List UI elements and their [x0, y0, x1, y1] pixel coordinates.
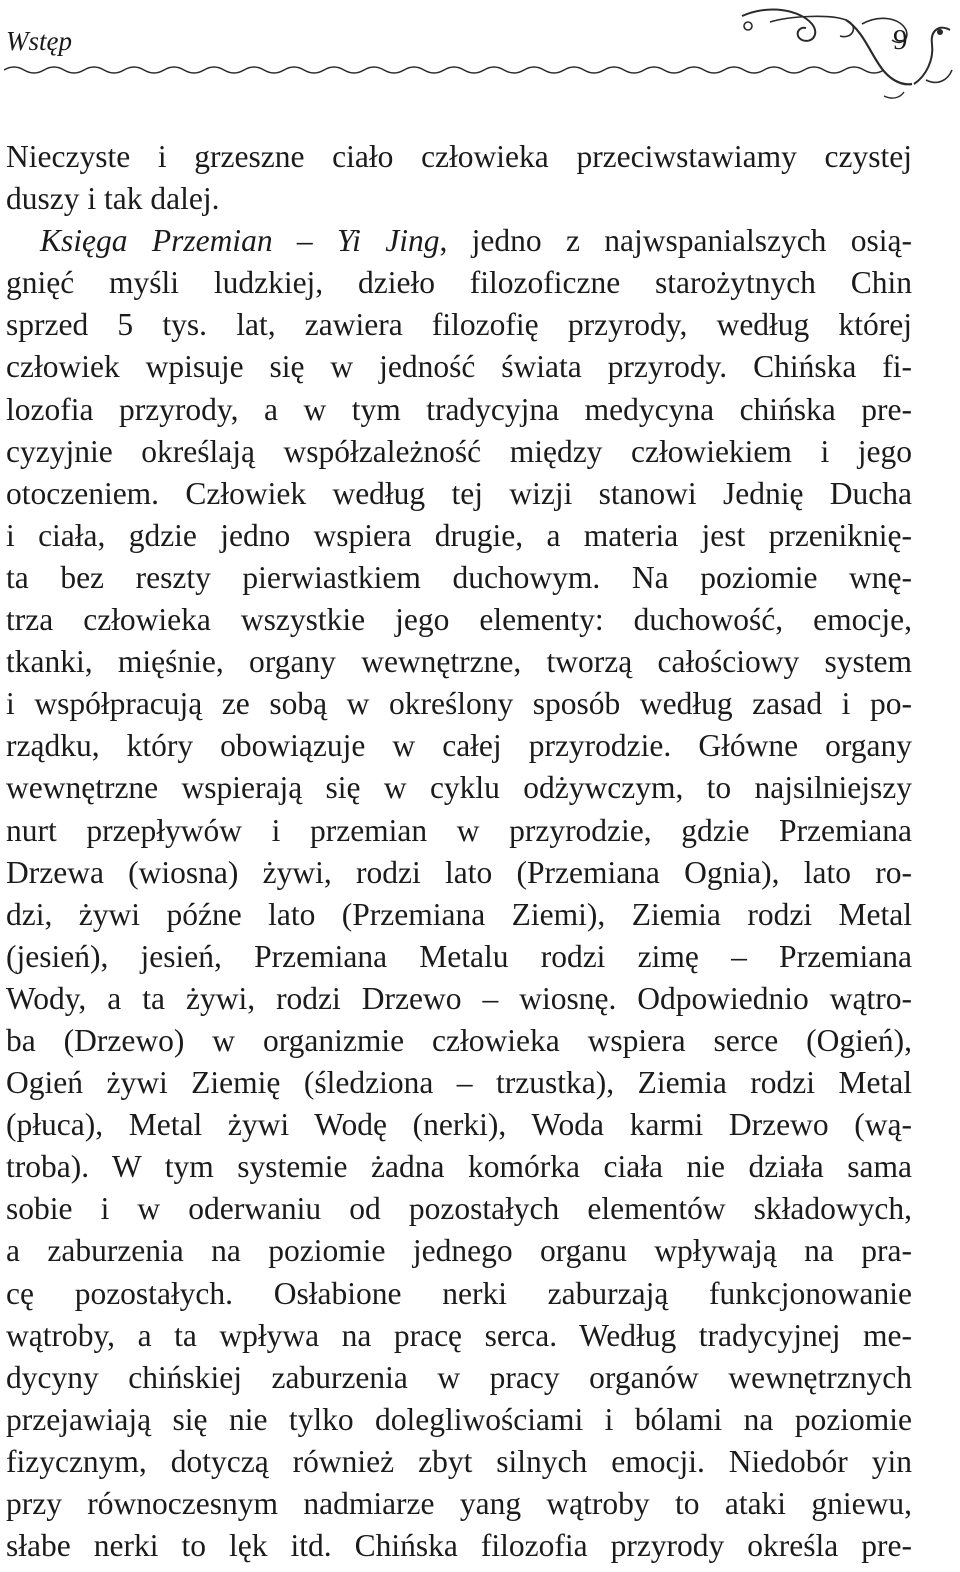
- text-line: sprzed 5 tys. lat, zawiera filozofię przyrody, według której: [6, 307, 912, 343]
- text-line: dycyny chińskiej zaburzenia w pracy organów wewnętrznych: [6, 1359, 912, 1395]
- text-line: słabe nerki to lęk itd. Chińska filozofia przyrody określa pre-: [6, 1528, 912, 1564]
- text-line: nurt przepływów i przemian w przyrodzie, gdzie Przemiana: [6, 812, 912, 848]
- text-line: rządku, który obowiązuje w całej przyrodzie. Główne organy: [6, 728, 912, 764]
- text-line: [6, 220, 912, 262]
- text-line: i współpracują ze sobą w określony sposób według zasad i po-: [6, 686, 912, 722]
- page-number: 9: [893, 24, 908, 56]
- text-line: tkanki, mięśnie, organy wewnętrzne, tworzą całościowy system: [6, 644, 912, 680]
- text-line: duszy i tak dalej.: [6, 181, 220, 217]
- text-line: lozofia przyrody, a w tym tradycyjna medycyna chińska pre-: [6, 391, 912, 427]
- text-line: i ciała, gdzie jedno wspiera drugie, a materia jest przeniknię-: [6, 517, 912, 553]
- decorative-header-ornament: [0, 0, 960, 110]
- text-line: otoczeniem. Człowiek według tej wizji stanowi Jednię Ducha: [6, 475, 912, 511]
- text-line: ba (Drzewo) w organizmie człowieka wspiera serce (Ogień),: [6, 1022, 912, 1058]
- text-line: wątroby, a ta wpływa na pracę serca. Według tradycyjnej me-: [6, 1317, 912, 1353]
- text-line: (jesień), jesień, Przemiana Metalu rodzi zimę – Przemiana: [6, 938, 912, 974]
- book-title: Księga Przemian – Yi Jing: [40, 223, 440, 259]
- text-line: Wody, a ta żywi, rodzi Drzewo – wiosnę. Odpowiednio wątro-: [6, 980, 912, 1016]
- text-line: Ogień żywi Ziemię (śledziona – trzustka), Ziemia rodzi Metal: [6, 1065, 912, 1101]
- text-line: sobie i w oderwaniu od pozostałych elementów składowych,: [6, 1191, 912, 1227]
- text-line: dzi, żywi późne lato (Przemiana Ziemi), Ziemia rodzi Metal: [6, 896, 912, 932]
- text-line: (płuca), Metal żywi Wodę (nerki), Woda karmi Drzewo (wą-: [6, 1107, 912, 1143]
- line-rest: , jedno z najwspanialszych osią-: [439, 223, 912, 259]
- text-line: gnięć myśli ludzkiej, dzieło filozoficzne starożytnych Chin: [6, 265, 912, 301]
- body-paragraphs: [6, 136, 912, 1567]
- running-title: Wstęp: [6, 26, 72, 56]
- text-line: fizycznym, dotyczą również zbyt silnych emocji. Niedobór yin: [6, 1443, 912, 1479]
- text-line: ta bez reszty pierwiastkiem duchowym. Na poziomie wnę-: [6, 559, 912, 595]
- text-line: przy równoczesnym nadmiarze yang wątroby to ataki gniewu,: [6, 1486, 912, 1521]
- text-line: cyzyjnie określają współzależność między człowiekiem i jego: [6, 433, 912, 469]
- text-line: a zaburzenia na poziomie jednego organu wpływają na pra-: [6, 1233, 912, 1269]
- text-line: cę pozostałych. Osłabione nerki zaburzają funkcjonowanie: [6, 1275, 912, 1311]
- text-line: człowiek wpisuje się w jedność świata przyrody. Chińska fi-: [6, 349, 912, 385]
- text-line: Drzewa (wiosna) żywi, rodzi lato (Przemiana Ognia), lato ro-: [6, 854, 912, 890]
- text-line: trza człowieka wszystkie jego elementy: duchowość, emocje,: [6, 602, 912, 638]
- text-line: troba). W tym systemie żadna komórka ciała nie działa sama: [6, 1149, 912, 1185]
- text-line: Nieczyste i grzeszne ciało człowieka przeciwstawiamy czystej: [6, 139, 912, 174]
- text-line: przejawiają się nie tylko dolegliwościami i bólami na poziomie: [6, 1401, 912, 1437]
- text-line: wewnętrzne wspierają się w cyklu odżywczym, to najsilniejszy: [6, 770, 912, 806]
